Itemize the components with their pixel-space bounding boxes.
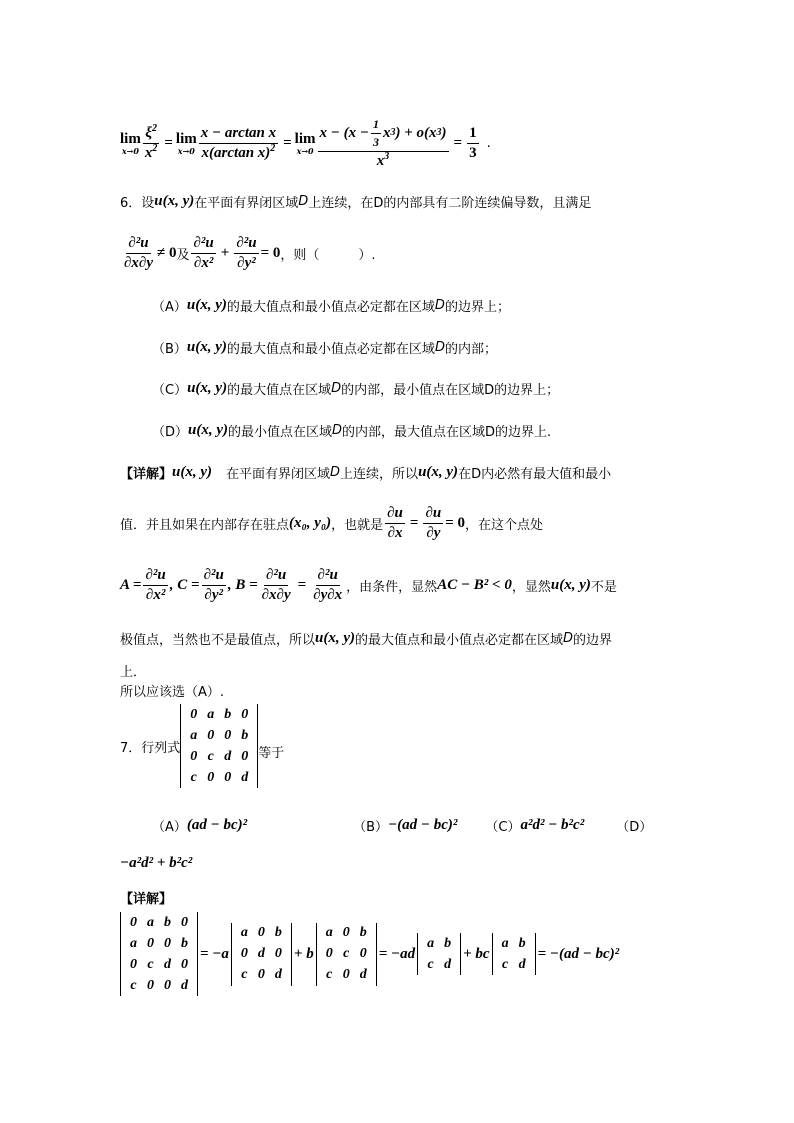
- matrix-cell: b: [518, 935, 526, 951]
- matrix-cell: 0: [181, 914, 188, 930]
- minor-4: [492, 933, 536, 975]
- minor-4-table: [497, 933, 531, 975]
- matrix-row: [185, 767, 253, 788]
- option-c: （C） u(x, y) 的最大值点在区域 D 的内部，最小值点在区域D的边界上；: [152, 379, 560, 398]
- matrix-cell: 0: [224, 727, 232, 743]
- result-fraction: $\frac{1}{3}$: [469, 124, 477, 161]
- xi-fraction: $\frac{\xi^2}{x^2}$: [144, 122, 158, 161]
- matrix-cell: 0: [164, 935, 171, 951]
- matrix-cell: 0: [147, 977, 154, 993]
- matrix-cell: c: [190, 769, 197, 785]
- q6-detail-line2: 值．并且如果在内部存在驻点 (x₀, y₀) ，也就是 $\frac{\partial u}{\partial x}$ = $\frac{\partial u}{\partial y}$ = 0 ，在这个点处: [120, 504, 544, 541]
- matrix-cell: 0: [241, 706, 249, 722]
- q6-stem: 6．设 u(x, y) 在平面有界闭区域 D 上连续，在D的内部具有二阶连续偏导数，且满足: [120, 192, 592, 211]
- matrix-row: [497, 954, 531, 975]
- arctan-fraction: $\frac{\text{x − arctan x}}{x(\arctan x)^2}$: [200, 124, 277, 161]
- matrix-cell: c: [326, 967, 333, 982]
- matrix-cell: 0: [274, 946, 282, 961]
- q6-detail-line1: 【详解】 u(x, y) 在平面有界闭区域 D 上连续，所以 u(x, y) 在D内必然有最大值和最小: [120, 463, 612, 482]
- matrix-cell: 0: [257, 967, 265, 982]
- matrix-cell: d: [241, 769, 249, 785]
- expansion-table-4x4: [125, 912, 193, 996]
- mixed-partial: $\frac{\text{∂²u}}{\partial x\partial y}$: [124, 234, 153, 271]
- q6-condition: $\frac{\text{∂²u}}{\partial x\partial y}$ ≠ 0 及 $\frac{\text{∂²u}}{\text{∂x²}}$ + $\frac{\text{∂²u}}{\text{∂y²}}$ = 0 ，则（ ）.: [124, 234, 376, 271]
- lim-operator: lim x→0: [120, 130, 141, 156]
- matrix-row: [125, 975, 193, 996]
- matrix-cell: c: [343, 946, 350, 961]
- matrix-cell: a: [207, 706, 215, 722]
- matrix-cell: b: [359, 925, 367, 940]
- matrix-cell: c: [147, 956, 154, 972]
- q6-answer: 所以应该选（A）.: [120, 685, 225, 700]
- matrix-cell: b: [224, 706, 232, 722]
- matrix-cell: b: [181, 935, 188, 951]
- taylor-fraction: x − (x − $\frac{1}{3}$ x 3 ) + o(x 3 ) $x^3$: [319, 116, 447, 169]
- q7-option-d-value: −a²d² + b²c²: [120, 855, 193, 871]
- minor-2: [316, 923, 377, 986]
- option-d: （D） u(x, y) 的最小值点在区域 D 的内部，最大值点在区域D的边界上.: [152, 421, 552, 440]
- minor-1-table: [236, 923, 287, 986]
- matrix-row: [422, 933, 456, 954]
- matrix-cell: d: [257, 946, 265, 961]
- matrix-cell: 0: [342, 925, 350, 940]
- minor-3: [417, 933, 461, 975]
- matrix-cell: c: [207, 748, 214, 764]
- matrix-cell: 0: [130, 914, 137, 930]
- matrix-cell: c: [130, 977, 137, 993]
- matrix-row: [185, 704, 253, 725]
- matrix-row: [236, 923, 287, 944]
- minor-2-table: [321, 923, 372, 986]
- limit-equation: lim x→0 $\frac{\xi^2}{x^2}$ = lim x→0 $\frac{\text{x − arctan x}}{x(\arctan x)^2}$ = lim x→0 x − (x − $\frac{1}{3}$ x 3 ) + o(x 3 ) $x^3$ = $\frac{1}{3}$ .: [120, 116, 491, 169]
- matrix-cell: 0: [147, 935, 154, 951]
- matrix-row: [321, 965, 372, 986]
- determinant-table: [185, 704, 253, 788]
- option-b: （B） u(x, y) 的最大值点和最小值点必定都在区域 D 的内部；: [152, 338, 497, 357]
- matrix-row: [185, 725, 253, 746]
- matrix-cell: b: [274, 925, 282, 940]
- q6-detail-line4: 极值点，当然也不是最值点，所以 u(x, y) 的最大值点和最小值点必定都在区域 D 的边界: [120, 629, 613, 648]
- matrix-cell: d: [274, 967, 282, 982]
- matrix-row: [321, 944, 372, 965]
- matrix-cell: 0: [359, 946, 367, 961]
- matrix-cell: 0: [190, 748, 198, 764]
- second-partial-x: $\frac{\text{∂²u}}{\text{∂x²}}$: [193, 234, 214, 271]
- matrix-row: [185, 746, 253, 767]
- minor-3-table: [422, 933, 456, 975]
- matrix-cell: a: [240, 925, 248, 940]
- matrix-row: [321, 923, 372, 944]
- matrix-cell: 0: [342, 967, 350, 982]
- matrix-cell: a: [190, 727, 198, 743]
- matrix-cell: b: [241, 727, 249, 743]
- minor-1: [231, 923, 292, 986]
- lim-operator: lim x→0: [294, 130, 316, 156]
- matrix-cell: 0: [257, 925, 265, 940]
- option-a: （A） u(x, y) 的最大值点和最小值点必定都在区域 D 的边界上；: [152, 296, 510, 315]
- second-partial-y: $\frac{\text{∂²u}}{\text{∂y²}}$: [236, 234, 257, 271]
- q6-detail-line5: 上．: [120, 665, 147, 680]
- matrix-row: [422, 954, 456, 975]
- matrix-cell: d: [181, 977, 188, 993]
- matrix-cell: 0: [190, 706, 198, 722]
- matrix-cell: 0: [181, 956, 188, 972]
- matrix-row: [236, 944, 287, 965]
- matrix-cell: 0: [207, 769, 215, 785]
- matrix-row: [125, 954, 193, 975]
- matrix-row: [236, 965, 287, 986]
- matrix-cell: 0: [325, 946, 333, 961]
- q6-detail-line3: A = $\frac{\text{∂²u}}{\text{∂x²}}$ , C = $\frac{\text{∂²u}}{\text{∂y²}}$ , B = $\frac{\text{∂²u}}{\partial x\partial y}$ = $\frac{\text{∂²u}}{\partial y\partial x}$ ，由条件，显然 AC − B² < 0 ，显然 u(x, y) 不是: [120, 566, 617, 603]
- matrix-cell: 0: [130, 956, 137, 972]
- matrix-cell: 0: [164, 977, 171, 993]
- matrix-cell: d: [359, 967, 367, 982]
- q7-expansion: 0 a b 0 a 0 0 b 0 c d 0 c 0 0 d = −a a 0 b 0 d 0 c 0 d + b a 0 b 0 c 0 c 0 d = −ad a b c d + bc a b c d = −(ad − bc)²: [120, 912, 619, 996]
- matrix-cell: 0: [224, 769, 232, 785]
- determinant-4x4: [180, 704, 258, 788]
- matrix-cell: a: [427, 935, 435, 951]
- matrix-cell: 0: [241, 748, 249, 764]
- matrix-cell: 0: [207, 727, 215, 743]
- expansion-det-4x4: [120, 912, 198, 996]
- q7-stem: 7．行列式 0 a b 0 a 0 0 b 0 c d 0 c 0 0 d 等于: [120, 704, 284, 788]
- lim-operator: lim x→0: [175, 130, 197, 156]
- matrix-cell: a: [130, 935, 137, 951]
- matrix-cell: d: [444, 956, 452, 972]
- matrix-cell: c: [427, 956, 434, 972]
- q7-options: （A） (ad − bc)² （B） −(ad − bc)² （C） a²d² − b²c² （D）: [152, 816, 653, 835]
- matrix-cell: b: [444, 935, 452, 951]
- matrix-row: [497, 933, 531, 954]
- matrix-row: [125, 912, 193, 933]
- matrix-cell: d: [224, 748, 232, 764]
- matrix-cell: d: [164, 956, 171, 972]
- matrix-cell: c: [241, 967, 248, 982]
- matrix-cell: a: [147, 914, 154, 930]
- matrix-row: [125, 933, 193, 954]
- matrix-cell: a: [501, 935, 509, 951]
- matrix-cell: 0: [240, 946, 248, 961]
- q7-detail-label: 【详解】: [120, 892, 173, 907]
- matrix-cell: b: [164, 914, 171, 930]
- matrix-cell: c: [501, 956, 509, 972]
- matrix-cell: a: [325, 925, 333, 940]
- matrix-cell: d: [518, 956, 526, 972]
